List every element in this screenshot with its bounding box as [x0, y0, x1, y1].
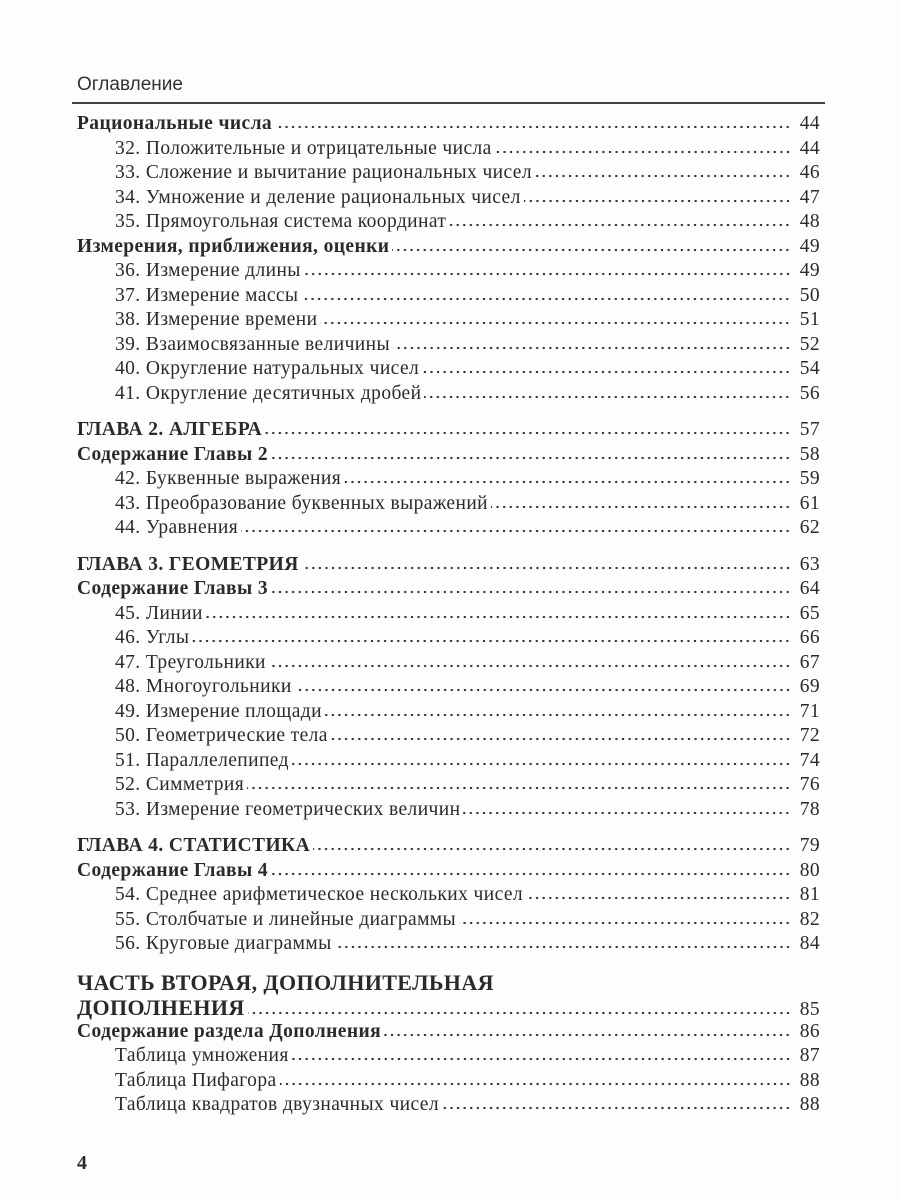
toc-entry-sub[interactable]: [77, 725, 820, 750]
toc-entry-sub[interactable]: [77, 799, 820, 824]
toc-entry-page: 61: [799, 492, 820, 514]
toc-entry-label: 44. Уравнения: [115, 517, 239, 538]
toc-entry-sub[interactable]: [77, 334, 820, 359]
page-number: 4: [77, 1152, 87, 1174]
toc-entry-label: 34. Умножение и деление рациональных чисел: [115, 186, 521, 208]
dot-leader: [301, 297, 791, 301]
toc-entry-label: 52. Симметрия: [115, 774, 245, 795]
toc-entry-page: 85: [799, 998, 820, 1020]
dot-leader: [269, 664, 791, 668]
toc-entry-label: 37. Измерение массы: [115, 284, 299, 306]
dot-leader: [275, 125, 791, 129]
toc-entry-page: 50: [799, 284, 820, 306]
toc-entry-sub[interactable]: [77, 211, 820, 236]
toc-entry-page: 62: [799, 517, 820, 538]
toc-entry-page: 87: [799, 1045, 820, 1066]
toc-entry-page: 88: [799, 1094, 820, 1115]
toc-entry-page: 66: [799, 627, 820, 648]
toc-entry-sub[interactable]: [77, 676, 820, 701]
dot-leader: [449, 223, 791, 227]
table-of-contents: [77, 113, 820, 1119]
dot-leader: [313, 847, 791, 851]
dot-leader: [247, 786, 791, 790]
toc-entry-page: 80: [799, 859, 820, 881]
toc-entry-label: 36. Измерение длины: [115, 260, 301, 281]
toc-entry-sub[interactable]: [77, 493, 820, 518]
toc-entry-label: 32. Положительные и отрицательные числа: [115, 137, 492, 159]
toc-entry-page: 65: [799, 602, 820, 624]
toc-entry-sub[interactable]: [77, 260, 820, 285]
toc-entry-page: 51: [799, 309, 820, 330]
toc-entry-page: 47: [799, 186, 820, 208]
toc-entry-label: 54. Среднее арифметическое нескольких чисел: [115, 884, 524, 905]
dot-leader: [325, 713, 791, 717]
header-rule: [72, 102, 825, 104]
toc-entry-page: 69: [799, 676, 820, 697]
toc-entry-label: 39. Взаимосвязанные величины: [115, 333, 390, 355]
toc-entry-sub[interactable]: [77, 750, 820, 775]
toc-entry-label: Таблица Пифагора: [115, 1069, 277, 1091]
toc-entry-page: 82: [799, 908, 820, 930]
toc-entry-page: 84: [799, 933, 820, 954]
toc-entry-part[interactable]: [77, 970, 820, 1021]
toc-entry-sub[interactable]: [77, 162, 820, 187]
dot-leader: [271, 872, 791, 876]
toc-entry-page: 67: [799, 651, 820, 673]
toc-entry-label: ГЛАВА 4. СТАТИСТИКА: [77, 835, 311, 856]
toc-entry-page: 64: [799, 578, 820, 599]
dot-leader: [241, 529, 791, 533]
dot-leader: [442, 1106, 791, 1110]
toc-entry-label: Таблица умножения: [115, 1045, 289, 1066]
dot-leader: [271, 590, 791, 594]
toc-entry-label: Измерения, приближения, оценки: [77, 235, 390, 257]
toc-entry-head[interactable]: [77, 578, 820, 603]
toc-entry-label: Содержание раздела Дополнения: [77, 1020, 382, 1042]
toc-entry-page: 48: [799, 211, 820, 232]
toc-entry-label: 46. Углы: [115, 627, 190, 648]
dot-leader: [491, 505, 791, 509]
running-head: Оглавление: [77, 74, 183, 95]
toc-entry-sub[interactable]: [77, 285, 820, 310]
toc-entry-label: 33. Сложение и вычитание рациональных чисел: [115, 162, 532, 183]
dot-leader: [384, 1033, 791, 1037]
toc-entry-label: Рациональные числа: [77, 113, 273, 134]
toc-entry-label: 41. Округление десятичных дробей: [115, 382, 422, 404]
toc-entry-page: 72: [799, 725, 820, 746]
toc-entry-sub[interactable]: [77, 1070, 820, 1095]
toc-entry-label: 51. Параллелепипед: [115, 749, 289, 771]
toc-entry-page: 59: [799, 468, 820, 489]
toc-entry-sub[interactable]: [77, 309, 820, 334]
dot-leader: [526, 896, 791, 900]
toc-entry-page: 78: [799, 798, 820, 820]
toc-entry-sub[interactable]: [77, 909, 820, 934]
toc-entry-page: 76: [799, 774, 820, 795]
toc-entry-sub[interactable]: [77, 933, 820, 958]
toc-entry-label: 56. Круговые диаграммы: [115, 933, 332, 954]
toc-entry-head[interactable]: [77, 113, 820, 138]
toc-entry-label: 55. Столбчатые и линейные диаграммы: [115, 908, 457, 930]
toc-entry-page: 86: [799, 1020, 820, 1042]
toc-entry-page: 79: [799, 835, 820, 856]
dot-leader: [292, 1057, 791, 1061]
dot-leader: [422, 370, 791, 374]
toc-entry-sub[interactable]: [77, 652, 820, 677]
toc-entry-head[interactable]: [77, 860, 820, 885]
dot-leader: [524, 199, 791, 203]
toc-entry-head[interactable]: [77, 236, 820, 261]
toc-entry-label: Содержание Главы 4: [77, 859, 269, 881]
dot-leader: [248, 1011, 791, 1015]
toc-entry-label: 38. Измерение времени: [115, 309, 318, 330]
dot-leader: [265, 431, 791, 435]
toc-entry-page: 63: [799, 553, 820, 575]
toc-entry-page: 44: [799, 137, 820, 159]
toc-entry-label: Таблица квадратов двузначных чисел: [115, 1094, 439, 1115]
toc-entry-page: 52: [799, 333, 820, 355]
toc-entry-page: 56: [799, 382, 820, 404]
toc-entry-page: 74: [799, 749, 820, 771]
toc-entry-sub[interactable]: [77, 138, 820, 163]
toc-entry-sub[interactable]: [77, 603, 820, 628]
toc-entry-label: ГЛАВА 3. ГЕОМЕТРИЯ: [77, 553, 299, 575]
dot-leader: [331, 737, 791, 741]
toc-entry-label-line1: ЧАСТЬ ВТОРАЯ, ДОПОЛНИТЕЛЬНАЯ: [77, 969, 494, 995]
toc-entry-page: 81: [799, 884, 820, 905]
toc-entry-sub[interactable]: [77, 468, 820, 493]
toc-entry-label: 42. Буквенные выражения: [115, 468, 342, 489]
toc-entry-sub[interactable]: [77, 774, 820, 799]
dot-leader: [280, 1082, 791, 1086]
toc-entry-page: 49: [799, 260, 820, 281]
toc-entry-page: 54: [799, 358, 820, 379]
dot-leader: [192, 639, 791, 643]
toc-entry-label: Содержание Главы 3: [77, 578, 269, 599]
dot-leader: [295, 688, 791, 692]
toc-entry-sub[interactable]: [77, 627, 820, 652]
toc-entry-page: 58: [799, 443, 820, 465]
toc-entry-label: 35. Прямоугольная система координат: [115, 211, 447, 232]
toc-entry-sub[interactable]: [77, 884, 820, 909]
dot-leader: [535, 174, 791, 178]
toc-entry-chapter[interactable]: [77, 554, 820, 579]
toc-entry-label: 43. Преобразование буквенных выражений: [115, 492, 488, 514]
dot-leader: [302, 566, 791, 570]
toc-entry-label: 53. Измерение геометрических величин: [115, 798, 461, 820]
toc-entry-sub[interactable]: [77, 701, 820, 726]
toc-entry-chapter[interactable]: [77, 419, 820, 444]
toc-entry-sub[interactable]: [77, 358, 820, 383]
toc-entry-sub[interactable]: [77, 1094, 820, 1119]
toc-entry-label: 48. Многоугольники: [115, 676, 292, 697]
toc-entry-page: 44: [799, 113, 820, 134]
dot-leader: [495, 150, 791, 154]
toc-entry-label: Содержание Главы 2: [77, 443, 269, 465]
dot-leader: [335, 945, 791, 949]
toc-entry-label: 40. Округление натуральных чисел: [115, 358, 420, 379]
dot-leader: [271, 456, 791, 460]
toc-entry-label: 50. Геометрические тела: [115, 725, 328, 746]
dot-leader: [304, 272, 791, 276]
toc-entry-label: ГЛАВА 2. АЛГЕБРА: [77, 419, 263, 440]
toc-entry-sub[interactable]: [77, 1045, 820, 1070]
toc-entry-label: ДОПОЛНЕНИЯ: [77, 994, 245, 1020]
dot-leader: [320, 321, 791, 325]
toc-entry-label: 45. Линии: [115, 602, 203, 624]
toc-entry-head[interactable]: [77, 444, 820, 469]
toc-entry-chapter[interactable]: [77, 835, 820, 860]
dot-leader: [463, 811, 791, 815]
dot-leader: [424, 395, 791, 399]
dot-leader: [206, 615, 791, 619]
toc-entry-sub[interactable]: [77, 383, 820, 408]
dot-leader: [292, 762, 791, 766]
toc-entry-page: 49: [799, 235, 820, 257]
dot-leader: [344, 480, 791, 484]
dot-leader: [392, 248, 791, 252]
toc-entry-page: 88: [799, 1069, 820, 1091]
dot-leader: [459, 921, 791, 925]
toc-entry-page: 57: [799, 419, 820, 440]
toc-entry-label: 49. Измерение площади: [115, 700, 322, 722]
dot-leader: [393, 346, 791, 350]
toc-entry-page: 46: [799, 162, 820, 183]
toc-entry-head[interactable]: [77, 1021, 820, 1046]
toc-entry-sub[interactable]: [77, 187, 820, 212]
toc-entry-sub[interactable]: [77, 517, 820, 542]
toc-entry-label: 47. Треугольники: [115, 651, 266, 673]
toc-entry-page: 71: [799, 700, 820, 722]
